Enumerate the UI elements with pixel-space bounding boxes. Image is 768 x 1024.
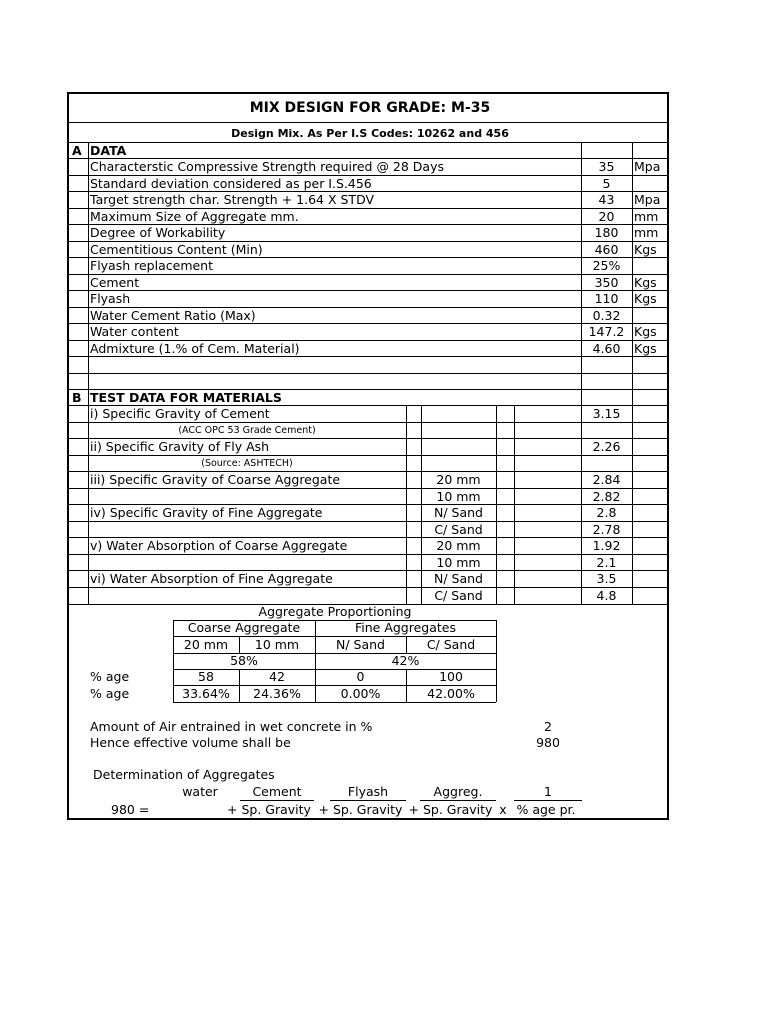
data-row-value: 25% <box>592 258 621 273</box>
determination-heading: Determination of Aggregates <box>93 767 275 782</box>
data-row-label: Admixture (1.% of Cem. Material) <box>90 341 300 356</box>
test-row-note: (Source: ASHTECH) <box>201 458 293 469</box>
air-entrained-label: Amount of Air entrained in wet concrete in % <box>90 719 373 734</box>
test-row-label: i) Specific Gravity of Cement <box>90 406 270 421</box>
formula-lhs: 980 = <box>111 802 150 817</box>
coarse-total: 58% <box>230 653 258 668</box>
prop-row2-value: 33.64% <box>182 686 230 701</box>
data-row-unit: Kgs <box>634 275 657 290</box>
formula-denominator: + Sp. Gravity <box>408 802 493 817</box>
formula-numerator: Flyash <box>347 784 389 799</box>
grid-line <box>69 422 667 423</box>
grid-line <box>69 373 667 374</box>
section-letter-a: A <box>72 143 82 158</box>
air-entrained-value: 2 <box>544 719 552 734</box>
section-heading-a: DATA <box>90 143 127 158</box>
data-row-label: Standard deviation considered as per I.S.456 <box>90 176 372 191</box>
data-row-label: Water Cement Ratio (Max) <box>90 308 256 323</box>
test-row-size: 20 mm <box>436 472 481 487</box>
prop-sub-header: 20 mm <box>183 637 229 652</box>
section-heading-b: TEST DATA FOR MATERIALS <box>90 390 282 405</box>
data-row-label: Cementitious Content (Min) <box>90 242 263 257</box>
fraction-bar <box>240 800 314 801</box>
section-letter-b: B <box>72 390 82 405</box>
prop-row1-value: 42 <box>269 669 285 684</box>
test-row-label: iii) Specific Gravity of Coarse Aggregate <box>90 472 341 487</box>
formula-numerator: water <box>182 784 218 799</box>
grid-line <box>69 274 667 275</box>
data-row-value: 4.60 <box>592 341 621 356</box>
prop-sub-header: N/ Sand <box>336 637 385 652</box>
data-row-label: Cement <box>90 275 140 290</box>
test-row-value: 1.92 <box>592 538 621 553</box>
subtitle-divider <box>69 142 667 143</box>
col-line-letter <box>88 142 89 604</box>
formula-denominator: + Sp. Gravity <box>318 802 403 817</box>
data-row-unit: Kgs <box>634 324 657 339</box>
title-divider <box>69 122 667 123</box>
grid-line <box>69 488 667 489</box>
grid-line <box>69 587 667 588</box>
fine-total: 42% <box>391 653 420 668</box>
data-row-value: 0.32 <box>592 308 621 323</box>
grid-line <box>69 521 667 522</box>
test-row-value: 2.82 <box>592 489 621 504</box>
test-row-value: 2.8 <box>596 505 617 520</box>
test-row-label: vi) Water Absorption of Fine Aggregate <box>90 571 333 586</box>
grid-line <box>69 290 667 291</box>
test-row-value: 2.78 <box>592 522 621 537</box>
data-row-value: 110 <box>594 291 619 306</box>
formula-numerator: 1 <box>544 784 552 799</box>
effective-volume-label: Hence effective volume shall be <box>90 735 291 750</box>
test-row-size: N/ Sand <box>434 571 483 586</box>
prop-row1-value: 0 <box>356 669 365 684</box>
test-row-label: iv) Specific Gravity of Fine Aggregate <box>90 505 323 520</box>
data-row-label: Target strength char. Strength + 1.64 X STDV <box>90 192 375 207</box>
effective-volume-value: 980 <box>536 735 560 750</box>
data-row-value: 5 <box>602 176 611 191</box>
test-row-size: C/ Sand <box>434 588 483 603</box>
col-line-b1 <box>406 405 407 604</box>
data-row-label: Characterstic Compressive Strength required @ 28 Days <box>90 159 444 174</box>
test-row-note: (ACC OPC 53 Grade Cement) <box>178 425 316 436</box>
test-row-size: 20 mm <box>436 538 481 553</box>
test-row-size: 10 mm <box>436 555 481 570</box>
data-row-value: 20 <box>598 209 615 224</box>
coarse-aggregate-header: Coarse Aggregate <box>187 620 301 635</box>
data-row-value: 180 <box>594 225 619 240</box>
fraction-bar <box>420 800 496 801</box>
data-row-unit: Mpa <box>634 159 661 174</box>
fraction-bar <box>330 800 406 801</box>
data-row-label: Degree of Workability <box>90 225 226 240</box>
page-subtitle: Design Mix. As Per I.S Codes: 10262 and 456 <box>231 127 509 140</box>
prop-table-line <box>173 702 496 703</box>
data-row-value: 147.2 <box>588 324 625 339</box>
test-row-size: N/ Sand <box>434 505 483 520</box>
test-row-label: v) Water Absorption of Coarse Aggregate <box>90 538 348 553</box>
prop-row2-label: % age <box>90 686 130 701</box>
prop-row2-value: 0.00% <box>340 686 381 701</box>
proportioning-title: Aggregate Proportioning <box>258 604 412 619</box>
grid-line <box>69 554 667 555</box>
data-row-unit: Kgs <box>634 341 657 356</box>
grid-line <box>69 455 667 456</box>
prop-row1-value: 58 <box>198 669 214 684</box>
fine-aggregates-header: Fine Aggregates <box>354 620 456 635</box>
data-row-value: 460 <box>594 242 619 257</box>
prop-row1-value: 100 <box>439 669 463 684</box>
prop-sub-header: C/ Sand <box>426 637 476 652</box>
page-title: MIX DESIGN FOR GRADE: M-35 <box>249 100 491 116</box>
test-row-value: 2.1 <box>596 555 617 570</box>
test-row-value: 3.5 <box>596 571 617 586</box>
prop-table-border <box>496 620 497 702</box>
col-line-b4 <box>514 405 515 604</box>
test-row-size: C/ Sand <box>434 522 483 537</box>
data-row-label: Flyash <box>90 291 131 306</box>
test-row-value: 4.8 <box>596 588 617 603</box>
test-row-value: 2.84 <box>592 472 621 487</box>
test-row-value: 2.26 <box>592 439 621 454</box>
data-row-label: Maximum Size of Aggregate mm. <box>90 209 299 224</box>
data-row-value: 350 <box>594 275 619 290</box>
mix-design-sheet <box>67 92 669 820</box>
data-row-label: Flyash replacement <box>90 258 214 273</box>
test-row-label: ii) Specific Gravity of Fly Ash <box>90 439 270 454</box>
data-row-unit: mm <box>634 225 659 240</box>
formula-denominator: + Sp. Gravity <box>227 802 311 817</box>
prop-row2-value: 42.00% <box>427 686 475 701</box>
data-row-unit: Mpa <box>634 192 661 207</box>
fraction-bar <box>514 800 582 801</box>
data-row-unit: Kgs <box>634 291 657 306</box>
formula-numerator: Aggreg. <box>433 784 483 799</box>
formula-numerator: Cement <box>252 784 302 799</box>
prop-row2-value: 24.36% <box>253 686 301 701</box>
test-row-size: 10 mm <box>436 489 481 504</box>
formula-denominator: x <box>499 802 507 817</box>
data-row-unit: Kgs <box>634 242 657 257</box>
data-row-value: 43 <box>598 192 615 207</box>
prop-sub-header: 10 mm <box>254 637 300 652</box>
col-line-unit <box>632 142 633 604</box>
data-row-value: 35 <box>598 159 615 174</box>
test-row-value: 3.15 <box>592 406 621 421</box>
prop-row1-label: % age <box>90 669 130 684</box>
data-row-unit: mm <box>634 209 659 224</box>
data-row-label: Water content <box>90 324 179 339</box>
col-line-b3 <box>496 405 497 604</box>
formula-denominator: % age pr. <box>516 802 576 817</box>
